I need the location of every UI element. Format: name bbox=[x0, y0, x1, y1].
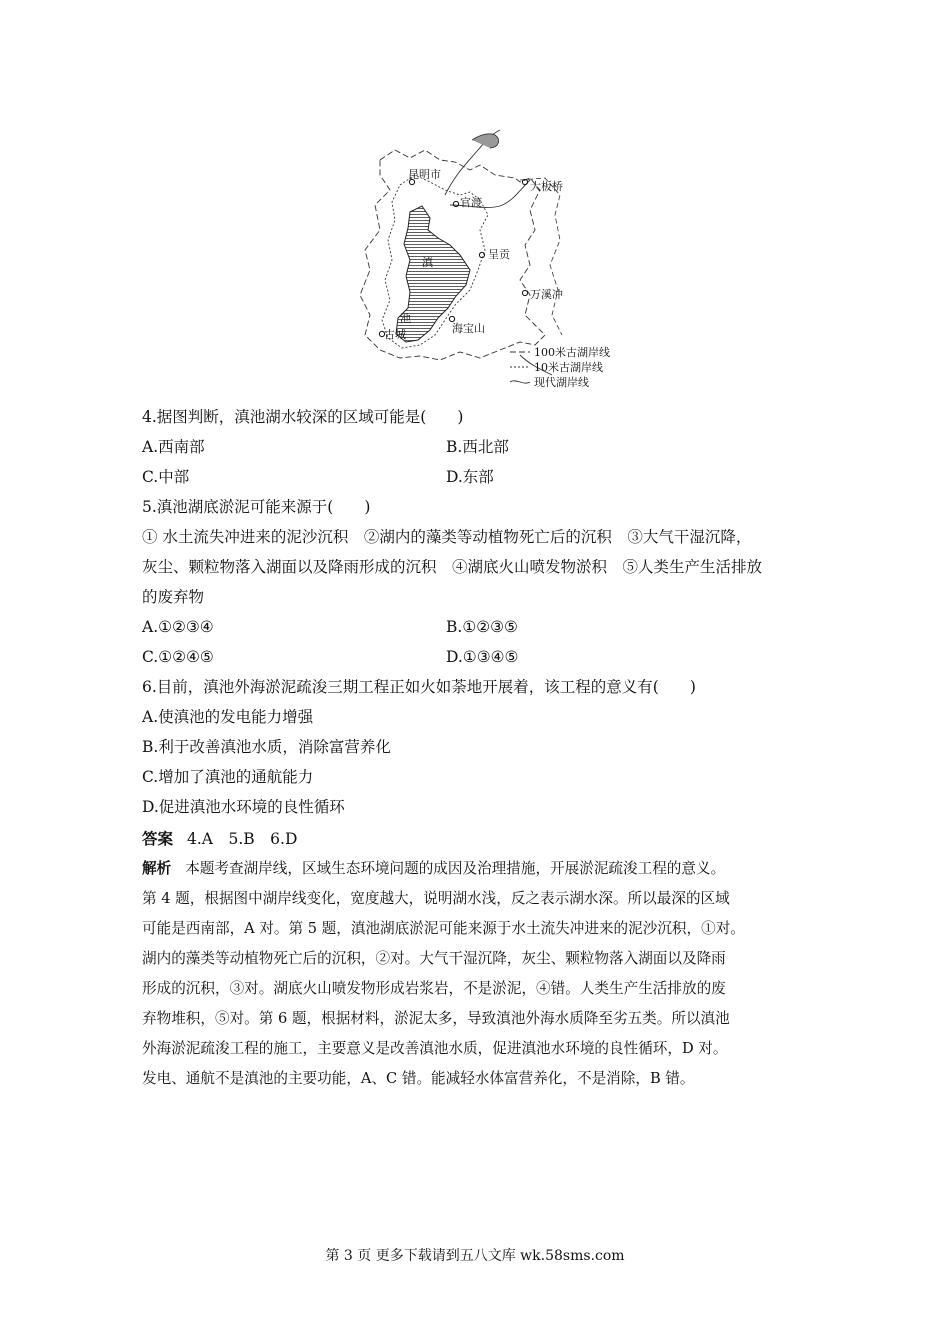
explanation-label: 解析 bbox=[142, 860, 172, 877]
explanation-line8: 发电、通航不是滇池的主要功能，A、C 错。能减轻水体富营养化，不是消除，B 错。 bbox=[142, 1070, 695, 1087]
explanation-line3: 可能是西南部，A 对。第 5 题，滇池湖底淤泥可能来源于水土流失冲进来的泥沙沉积，①对。 bbox=[142, 920, 745, 937]
explanation bbox=[142, 854, 822, 1094]
q4-options-row1 bbox=[142, 432, 822, 462]
label-chenggong: 呈贡 bbox=[488, 248, 510, 261]
label-gucheng: 古城 bbox=[384, 328, 406, 341]
explanation-line4: 湖内的藻类等动植物死亡后的沉积，②对。大气干湿沉降，灰尘、颗粒物落入湖面以及降雨 bbox=[142, 950, 726, 967]
label-haibaoshan: 海宝山 bbox=[452, 322, 485, 335]
q4-stem: 4.据图判断，滇池湖水较深的区域可能是( ) bbox=[142, 408, 464, 426]
label-wanxichong: 万溪冲 bbox=[530, 288, 563, 301]
question-content bbox=[142, 402, 822, 1094]
q4-option-d: D.东部 bbox=[446, 468, 494, 486]
label-dian: 滇 bbox=[422, 256, 433, 269]
q5-items-line1: ① 水土流失冲进来的泥沙沉积 ②湖内的藻类等动植物死亡后的沉积 ③大气干湿沉降， bbox=[142, 528, 752, 546]
q5-option-c: C.①②④⑤ bbox=[142, 648, 214, 666]
q5-items-line2: 灰尘、颗粒物落入湖面以及降雨形成的沉积 ④湖底火山喷发物淤积 ⑤人类生产生活排放 bbox=[142, 558, 763, 576]
q4-options-row2 bbox=[142, 462, 822, 492]
map-legend bbox=[510, 345, 610, 389]
explanation-line7: 外海淤泥疏浚工程的施工，主要意义是改善滇池水质，促进滇池水环境的良性循环，D 对。 bbox=[142, 1040, 728, 1057]
explanation-line6: 弃物堆积，⑤对。第 6 题，根据材料，淤泥太多，导致滇池外海水质降至劣五类。所以滇池 bbox=[142, 1010, 730, 1027]
label-guandu: 官渡 bbox=[460, 196, 482, 209]
answer-text: 4.A 5.B 6.D bbox=[187, 830, 298, 848]
legend-modern: 现代湖岸线 bbox=[534, 376, 589, 389]
river bbox=[472, 134, 499, 148]
answer-label: 答案 bbox=[142, 829, 174, 848]
legend-100m: 100米古湖岸线 bbox=[534, 346, 610, 359]
label-dabanqiao: 大板桥 bbox=[530, 180, 563, 193]
page-footer: 第 3 页 更多下载请到五八文库 wk.58sms.com bbox=[325, 1248, 625, 1264]
answer-line bbox=[142, 824, 822, 854]
q5-stem: 5.滇池湖底淤泥可能来源于( ) bbox=[142, 498, 371, 516]
q6-stem: 6.目前，滇池外海淤泥疏浚三期工程正如火如荼地开展着，该工程的意义有( ) bbox=[142, 678, 696, 696]
q5-option-a: A.①②③④ bbox=[142, 618, 214, 636]
q5-items-line3: 的废弃物 bbox=[142, 588, 205, 606]
q6-option-c: C.增加了滇池的通航能力 bbox=[142, 768, 314, 786]
dianchi-lake-map bbox=[330, 120, 650, 400]
q6-option-b: B.利于改善滇池水质，消除富营养化 bbox=[142, 738, 391, 756]
q4-option-c: C.中部 bbox=[142, 468, 190, 486]
q5-options-row1 bbox=[142, 612, 822, 642]
q4-option-b: B.西北部 bbox=[446, 438, 509, 456]
label-kunming: 昆明市 bbox=[408, 168, 441, 181]
explanation-line1: 解析 本题考查湖岸线，区域生态环境问题的成因及治理措施，开展淤泥疏浚工程的意义。 bbox=[142, 860, 726, 877]
q5-option-d: D.①③④⑤ bbox=[446, 648, 519, 666]
q4-option-a: A.西南部 bbox=[142, 438, 205, 456]
q5-options-row2 bbox=[142, 642, 822, 672]
explanation-line5: 形成的沉积，③对。湖底火山喷发物形成岩浆岩，不是淤泥，④错。人类生产生活排放的废 bbox=[142, 980, 726, 997]
q6-option-d: D.促进滇池水环境的良性循环 bbox=[142, 798, 345, 816]
explanation-line2: 第 4 题，根据图中湖岸线变化，宽度越大，说明湖水浅，反之表示湖水深。所以最深的区域 bbox=[142, 890, 730, 907]
legend-10m: 10米古湖岸线 bbox=[534, 361, 603, 374]
label-chi: 池 bbox=[400, 312, 411, 325]
q5-option-b: B.①②③⑤ bbox=[446, 618, 518, 636]
q6-option-a: A.使滇池的发电能力增强 bbox=[142, 708, 314, 726]
